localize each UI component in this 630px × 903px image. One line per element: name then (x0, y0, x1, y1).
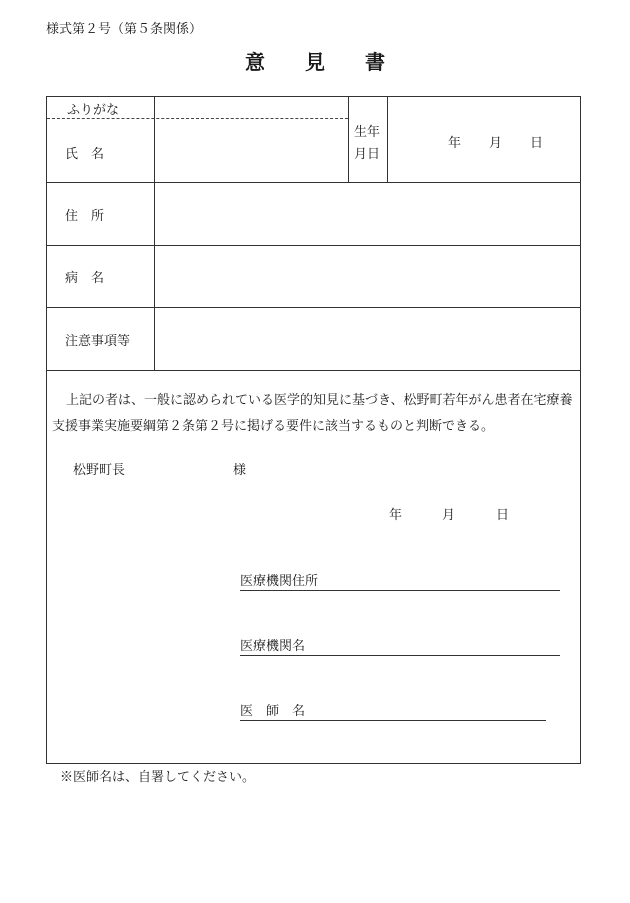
address-field[interactable] (155, 183, 580, 245)
birth-label-top: 生年 (354, 125, 381, 140)
footnote: ※医師名は、自署してください。 (60, 770, 256, 785)
notes-field[interactable] (155, 308, 580, 370)
institution-address-label: 医療機関住所 (240, 574, 319, 589)
addressee-honorific: 様 (233, 463, 247, 478)
institution-name-line[interactable] (240, 635, 560, 656)
issue-day-unit: 日 (496, 508, 510, 523)
issue-year-unit: 年 (389, 508, 403, 523)
name-label: 氏 名 (65, 147, 105, 162)
form-reference: 様式第２号（第５条関係） (46, 22, 203, 37)
birth-date-field[interactable] (388, 97, 580, 182)
furigana-label: ふりがな (67, 103, 120, 118)
birth-year-unit: 年 (448, 136, 462, 151)
birth-month-unit: 月 (489, 136, 503, 151)
address-label: 住 所 (65, 209, 105, 224)
statement-text: 上記の者は、一般に認められている医学的知見に基づき、松野町若年がん患者在宅療養支援事業実施要綱第２条第２号に掲げる要件に該当するものと判断できる。 (52, 393, 573, 434)
disease-field[interactable] (155, 246, 580, 307)
disease-label: 病 名 (65, 271, 105, 286)
row-divider-notes (47, 370, 580, 371)
furigana-field[interactable] (155, 97, 348, 118)
birth-label-bottom: 月日 (354, 147, 381, 162)
doctor-name-line[interactable] (240, 700, 546, 721)
institution-name-label: 医療機関名 (240, 639, 306, 654)
issue-month-unit: 月 (442, 508, 456, 523)
name-field[interactable] (155, 119, 348, 182)
notes-label: 注意事項等 (65, 334, 131, 349)
birth-label-divider-left (348, 97, 349, 182)
birth-day-unit: 日 (530, 136, 544, 151)
page-title: 意見書 (245, 50, 425, 74)
doctor-name-label: 医 師 名 (240, 704, 306, 719)
institution-address-line[interactable] (240, 570, 560, 591)
addressee-name: 松野町長 (73, 463, 126, 478)
